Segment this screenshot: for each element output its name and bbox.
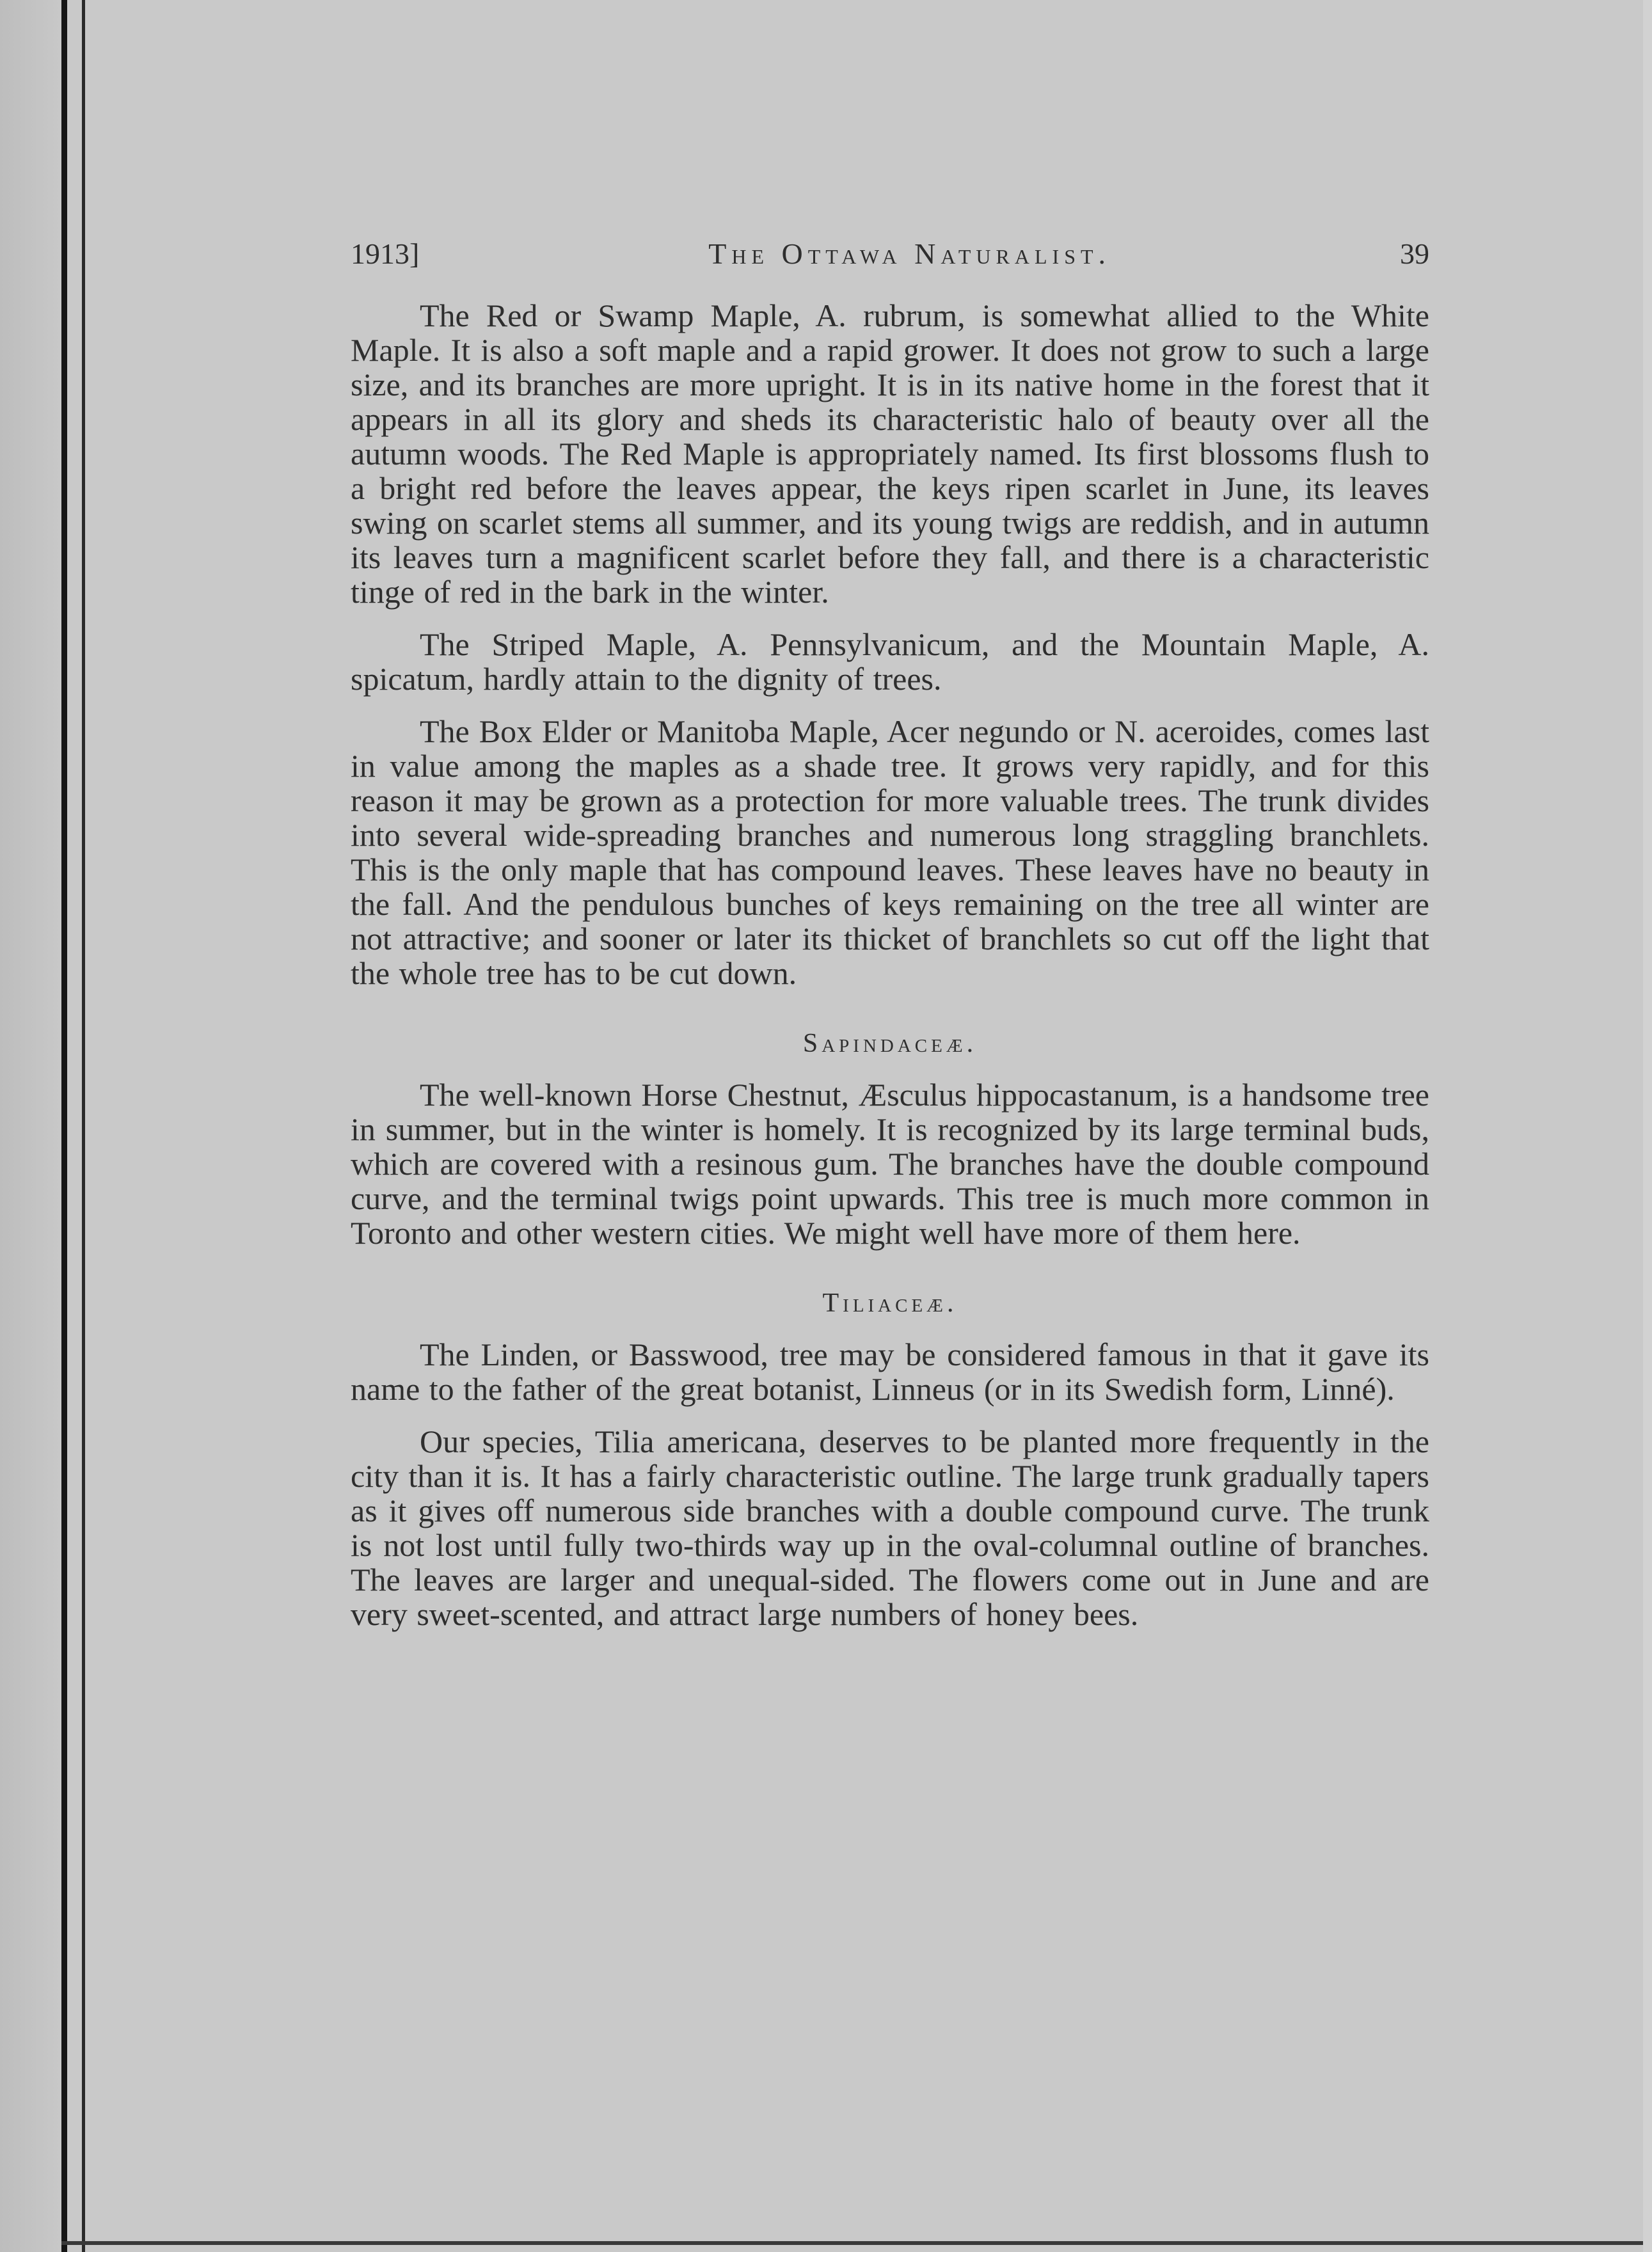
page-bottom-edge	[61, 2241, 1652, 2245]
paragraph-horse-chestnut: The well-known Horse Chestnut, Æsculus hippocastanum, is a handsome tree in summer, but in the winter is homely. It is recognized by its large terminal buds, which are covered with a resinous gum. The branches have the double compound curve, and the terminal twigs point upwards. This tree is much more common in Toronto and other western cities. We might well have more of them here.	[351, 1077, 1429, 1251]
book-spine-shadow	[0, 0, 64, 2252]
header-year: 1913]	[351, 237, 420, 270]
section-heading-tiliaceae: Tiliaceæ.	[822, 1289, 958, 1318]
paragraph-tilia-americana: Our species, Tilia americana, deserves to be planted more frequently in the city than it is. It has a fairly characteristic outline. The large trunk gradually tapers as it gives off numerous side branches with a double compound curve. The trunk is not lost until fully two-thirds way up in the oval-columnal outline of branches. The leaves are larger and unequal-sided. The flowers come out in June and are very sweet-scented, and attract large numbers of honey bees.	[351, 1423, 1429, 1632]
running-header	[351, 237, 1429, 273]
paragraph-box-elder: The Box Elder or Manitoba Maple, Acer negundo or N. aceroides, comes last in value among the maples as a shade tree. It grows very rapidly, and for this reason it may be grown as a protection for more valuable trees. The trunk divides into several wide-spreading branches and numerous long straggling branchlets. This is the only maple that has compound leaves. These leaves have no beauty in the fall. And the pendulous bunches of keys remaining on the tree all winter are not attractive; and sooner or later its thicket of branchlets so cut off the light that the whole tree has to be cut down.	[351, 713, 1429, 991]
binding-edge	[61, 0, 67, 2252]
paragraph-linden: The Linden, or Basswood, tree may be considered famous in that it gave its name to the father of the great botanist, Linneus (or in its Swedish form, Linné).	[351, 1336, 1429, 1407]
binding-edge-inner	[82, 0, 85, 2252]
header-journal-title: The Ottawa Naturalist.	[708, 237, 1111, 270]
paragraph-striped-maple: The Striped Maple, A. Pennsylvanicum, and the Mountain Maple, A. spicatum, hardly attain to the dignity of trees.	[351, 626, 1429, 697]
document-page	[351, 237, 1429, 1649]
section-heading-sapindaceae: Sapindaceæ.	[802, 1029, 978, 1058]
header-page-number: 39	[1400, 237, 1429, 270]
paragraph-red-maple: The Red or Swamp Maple, A. rubrum, is somewhat allied to the White Maple. It is also a soft maple and a rapid grower. It does not grow to such a large size, and its branches are more upright. It is in its native home in the forest that it appears in all its glory and sheds its characteristic halo of beauty over all the autumn woods. The Red Maple is appropriately named. Its first blossoms flush to a bright red before the leaves appear, the keys ripen scarlet in June, its leaves swing on scarlet stems all summer, and its young twigs are reddish, and in autumn its leaves turn a magnificent scarlet before they fall, and there is a characteristic tinge of red in the bark in the winter.	[351, 297, 1429, 610]
page-right-edge	[1643, 0, 1652, 2252]
